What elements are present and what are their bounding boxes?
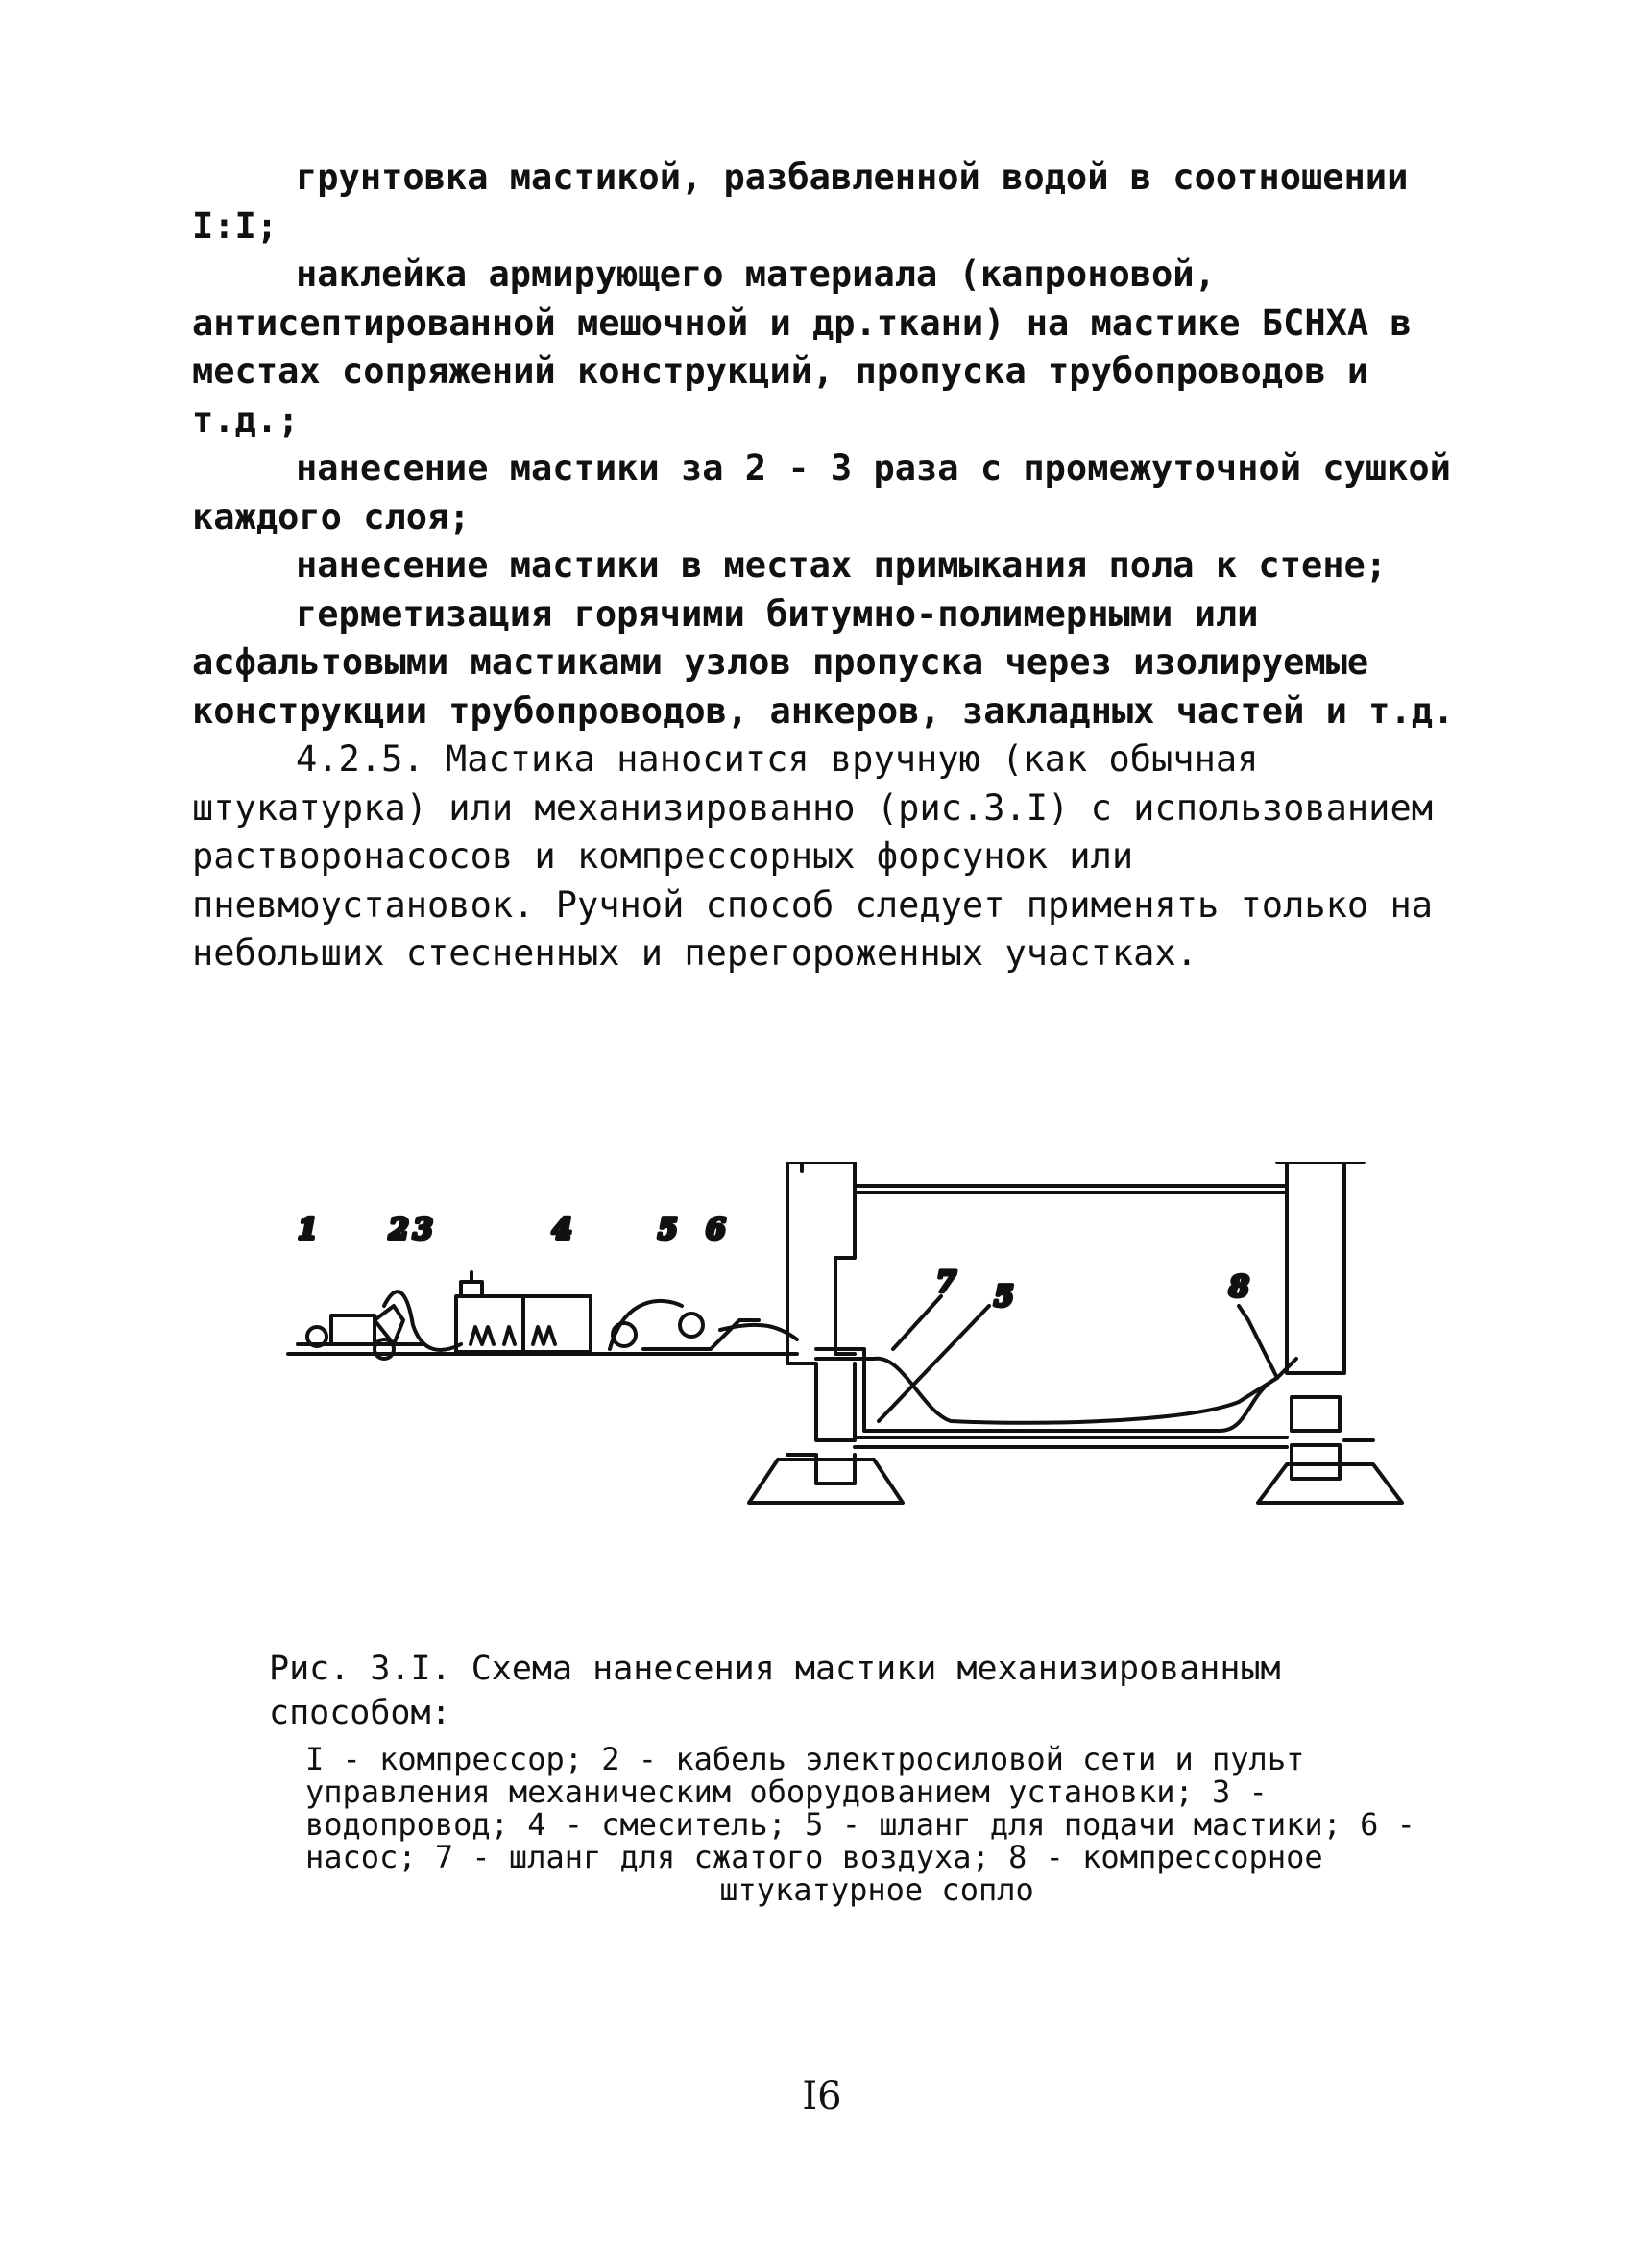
caption-legend-last-line: штукатурное сопло xyxy=(719,1871,1034,1908)
label-5b: 5 xyxy=(994,1280,1014,1314)
paragraph-reinforcement: наклейка армирующего материала (капроновой, антисептированной мешочной и др.ткани) на мастике БСНХА в местах сопряжений конструкций, пропуска трубопроводов и т.д.; xyxy=(192,253,1412,441)
label-1: 1 xyxy=(298,1213,318,1246)
caption-title: Рис. 3.I. Схема нанесения мастики механизированным способом: xyxy=(269,1650,1281,1732)
label-3: 3 xyxy=(413,1213,433,1246)
label-5: 5 xyxy=(658,1213,678,1246)
mixer-drawing xyxy=(456,1272,591,1352)
figure-3-1 xyxy=(278,1162,1412,1546)
paragraph-junction: нанесение мастики в местах примыкания пола к стене; xyxy=(296,544,1388,586)
label-4: 4 xyxy=(552,1213,572,1246)
body-text xyxy=(192,154,1469,978)
label-6: 6 xyxy=(706,1213,726,1246)
mastic-application-diagram xyxy=(278,1162,1412,1546)
compressor-drawing xyxy=(298,1306,423,1359)
caption-legend: I - компрессор; 2 - кабель электросиловой сети и пульт управления механическим оборудованием установки; 3 - водопровод; 4 - смеситель; 5 - шланг для подачи мастики; 6 - насос; 7 - шланг для сжатого воздуха; 8 - компрессорное xyxy=(305,1741,1415,1875)
label-2: 2 xyxy=(389,1213,409,1246)
paragraph-sealing: герметизация горячими битумно-полимерными или асфальтовыми мастиками узлов пропуска через изолируемые конструкции трубопроводов, анкеров, закладных частей и т.д. xyxy=(192,592,1455,732)
paragraph-priming: грунтовка мастикой, разбавленной водой в соотношении I:I; xyxy=(192,157,1409,247)
label-8: 8 xyxy=(1229,1270,1249,1304)
page-number: I6 xyxy=(802,2074,842,2118)
paragraph-4-2-5: 4.2.5. Мастика наносится вручную (как обычная штукатурка) или механизированно (рис.3.I) с использованием растворонасосов и компрессорных форсунок или пневмоустановок. Ручной способ следует применять только на небольших стесненных и перегороженных участках. xyxy=(192,738,1434,974)
leader-7 xyxy=(893,1296,941,1349)
figure-caption xyxy=(269,1647,1460,1906)
paragraph-application: нанесение мастики за 2 - 3 раза с промежуточной сушкой каждого слоя; xyxy=(192,447,1451,538)
caption-body xyxy=(305,1743,1448,1906)
right-wall xyxy=(1258,1162,1402,1503)
label-7: 7 xyxy=(936,1266,956,1299)
left-wall xyxy=(749,1162,903,1503)
leader-5 xyxy=(879,1306,989,1421)
pump-drawing xyxy=(605,1301,797,1354)
